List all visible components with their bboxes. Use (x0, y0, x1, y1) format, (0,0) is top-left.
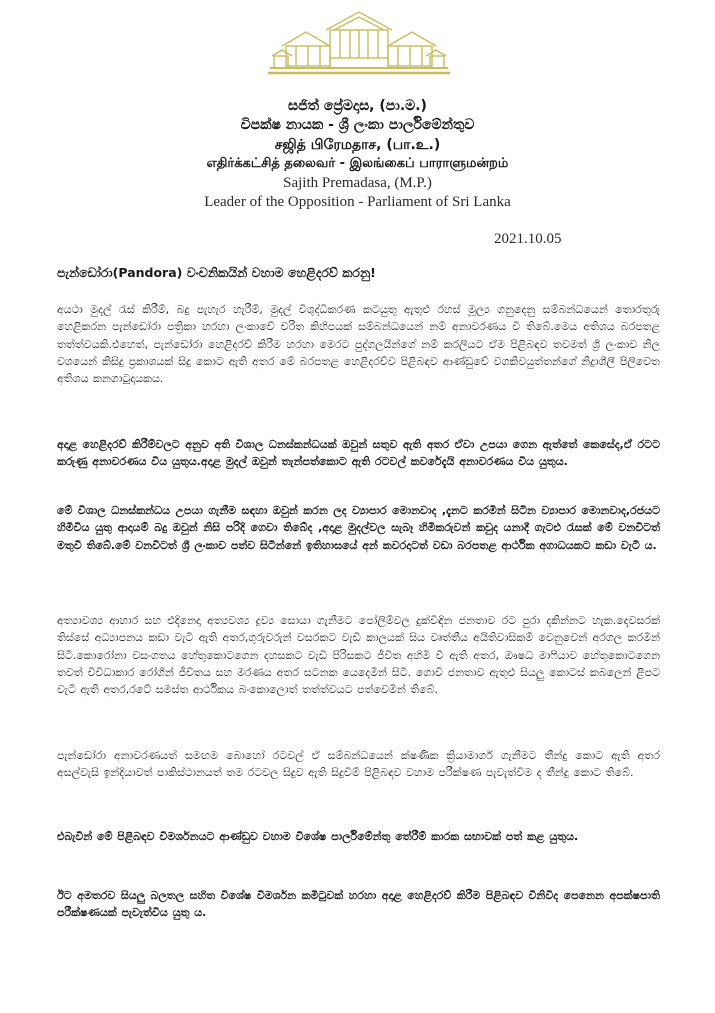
paragraph-5: පැන්ඩෝරා අනාවරණයත් සමඟම බොහෝ රටවල් ඒ සම්බන්ධයෙන් ක්ෂණික ක්‍රියාමාර්ග ගැනීමට තීන්දු කොට ඇති අතර අසල්වැසි ඉන්දියාවත් පාකිස්ථානයත් තම රටවල සිදුව ඇති සිදුවීම් පිළිබඳව වහාම පරීක්ෂණ පැවැත්වීම ද තීන්දු කොට තිබේ. (57, 749, 660, 780)
name-tamil: சஜித் பிரேமதாச, (பா.உ.) (274, 137, 441, 153)
paragraph-7: ඊට අමතරව සියලු බලතල සහිත විශේෂ විමර්ශන කමිටුවක් හරහා අදාළ හෙළිදරව් කිරීම පිළිබඳව විනිවිද පෙනෙන අපක්ෂපාති පරීක්ෂණයක් පැවැත්විය යුතු ය. (57, 889, 660, 920)
title-english: Leader of the Opposition - Parliament of Sri Lanka (204, 194, 511, 210)
parliament-building-logo (268, 8, 450, 76)
paragraph-4: අත්‍යාවශ්‍ය ආහාර සහ එදිනෙදා අත්‍යවශ්‍ය ද්‍රව්‍ය සොයා ගැනීමට පෝලිම්වල දුක්විඳින ජනතාව රට පුරා දකින්නට හැක.දෙවසරක් තිස්සේ අධ්‍යාපනය කඩා වැටී ඇති අතර,ගුරුවරුන් වසරකට වැඩි කාලයක් සිය වෘත්තීය අයිතිවාසිකම් වෙනුවෙන් අරගල කරමින් සිටී.කොරෝනා වසංගතය හේතුකොටගෙන දහසකට වැඩි පිරිසකට ජීවිත අහිමි වී ඇති අතර, ඖෂධ මාෆියාව හේතුකොටගෙන තවත් විවිධාකාර රෝගීන් ජීවිතය සහ මරණය අතර සටනක යෙදෙමින් සිටී. ගොවි ජනතාව ඇතුළු සියලු කොටස් කබලෙන් ළිපට වැටී ඇති අතර,රටේ සමස්ත ආර්ථිකය බංකොලොත් තත්ත්වයට පත්වෙමින් තිබේ. (57, 614, 660, 697)
paragraph-1: අයථා මුදල් රැස් කිරීම්, බදු පැහැර හැරීම්, මුදල් විශුද්ධිකරණ කටයුතු ඇතුළු රහස් මූල්‍ය ගනුදෙනු සම්බන්ධයෙන් තොරතුරු හෙළිකරන පැන්ඩෝරා පත්‍රිකා හරහා ලංකාවේ චරිත කිහිපයක් සම්බන්ධයෙන් නම් අනාවරණය වී තිබේ.මෙය අතිශය බරපතළ තත්ත්වයකි.එහෙත්, පැන්ඩෝරා හෙළිදරව් කිරීම හරහා මෙරට පුද්ගලයින්ගේ නම් කරලියට ඒම පිළිබඳව තවමත් ශ්‍රී ලංකාව නිල වශයෙන් කිසිදු ප්‍රකාශයක් සිදු කොට ඇති අතර මේ බරපතළ හෙළිදරව්ව පිළිබඳව ආණ්ඩුවේ වගකිවයුත්තන්ගේ නිද්‍රාශීලී පිලිවෙත අතිශය කනගාටුදායකය. (57, 303, 660, 386)
document-title: පැන්ඩෝරා(Pandora) වංචනිකයින් වහාම හෙළිදරව් කරනු! (57, 265, 376, 280)
paragraph-6: එබැවින් මේ පිළිබඳව විමර්ශනයට ආණ්ඩුව වහාම විශේෂ පාර්ලිමේන්තු තේරීම් කාරක සභාවක් පත් කළ යුතුය. (57, 830, 579, 843)
paragraph-3: මේ විශාල ධනස්කන්ධය උපයා ගැනීම සඳහා ඔවුන් කරන ලද ව්‍යාපාර මොනවාද ,දැනට කරමින් සිටින ව්‍යාපාර මොනවාද,රජයට හිමිවිය යුතු ආදායම් බදු ඔවුන් නිසි පරිදි ගෙවා තිබේද ,අදාළ මුදල්වල සැබෑ හිමිකරුවන් කවුද යනාදී ගැටළු රැසක් මේ වනවිටත් මතුවී තිබේ.මේ වනවිටත් ශ්‍රී ලංකාව පත්ව සිටින්නේ ඉතිහාසයේ අන් කවරදාටත් වඩා බරපතළ ආර්ථික අගාධයකට කඩා වැටී ය. (57, 504, 660, 552)
name-sinhala: සජිත් ප්‍රේමදාස, (පා.ම.) (288, 98, 427, 114)
paragraph-2: අදාළ හෙළිදරව් කිරීම්වලට අනුව අති විශාල ධනස්කන්ධයක් ඔවුන් සතුව ඇති අතර ඒවා උපයා ගෙන ඇත්තේ කෙසේද,ඒ රටට කරුණු අනාවරණය විය යුතුය.අදාළ මුදල් ඔවුන් තැන්පත්කොට ඇති රටවල් කවරේදැයි අනාවරණය විය යුතුය. (57, 438, 660, 469)
document-date: 2021.10.05 (494, 231, 562, 247)
title-sinhala: විපක්ෂ නායක - ශ්‍රී ලංකා පාර්ලිමේන්තුව (240, 117, 475, 133)
name-english: Sajith Premadasa, (M.P.) (283, 175, 432, 191)
title-tamil: எதிர்க்கட்சித் தலைவர் - இலங்கைப் பாராளுமன்றம் (206, 156, 509, 171)
